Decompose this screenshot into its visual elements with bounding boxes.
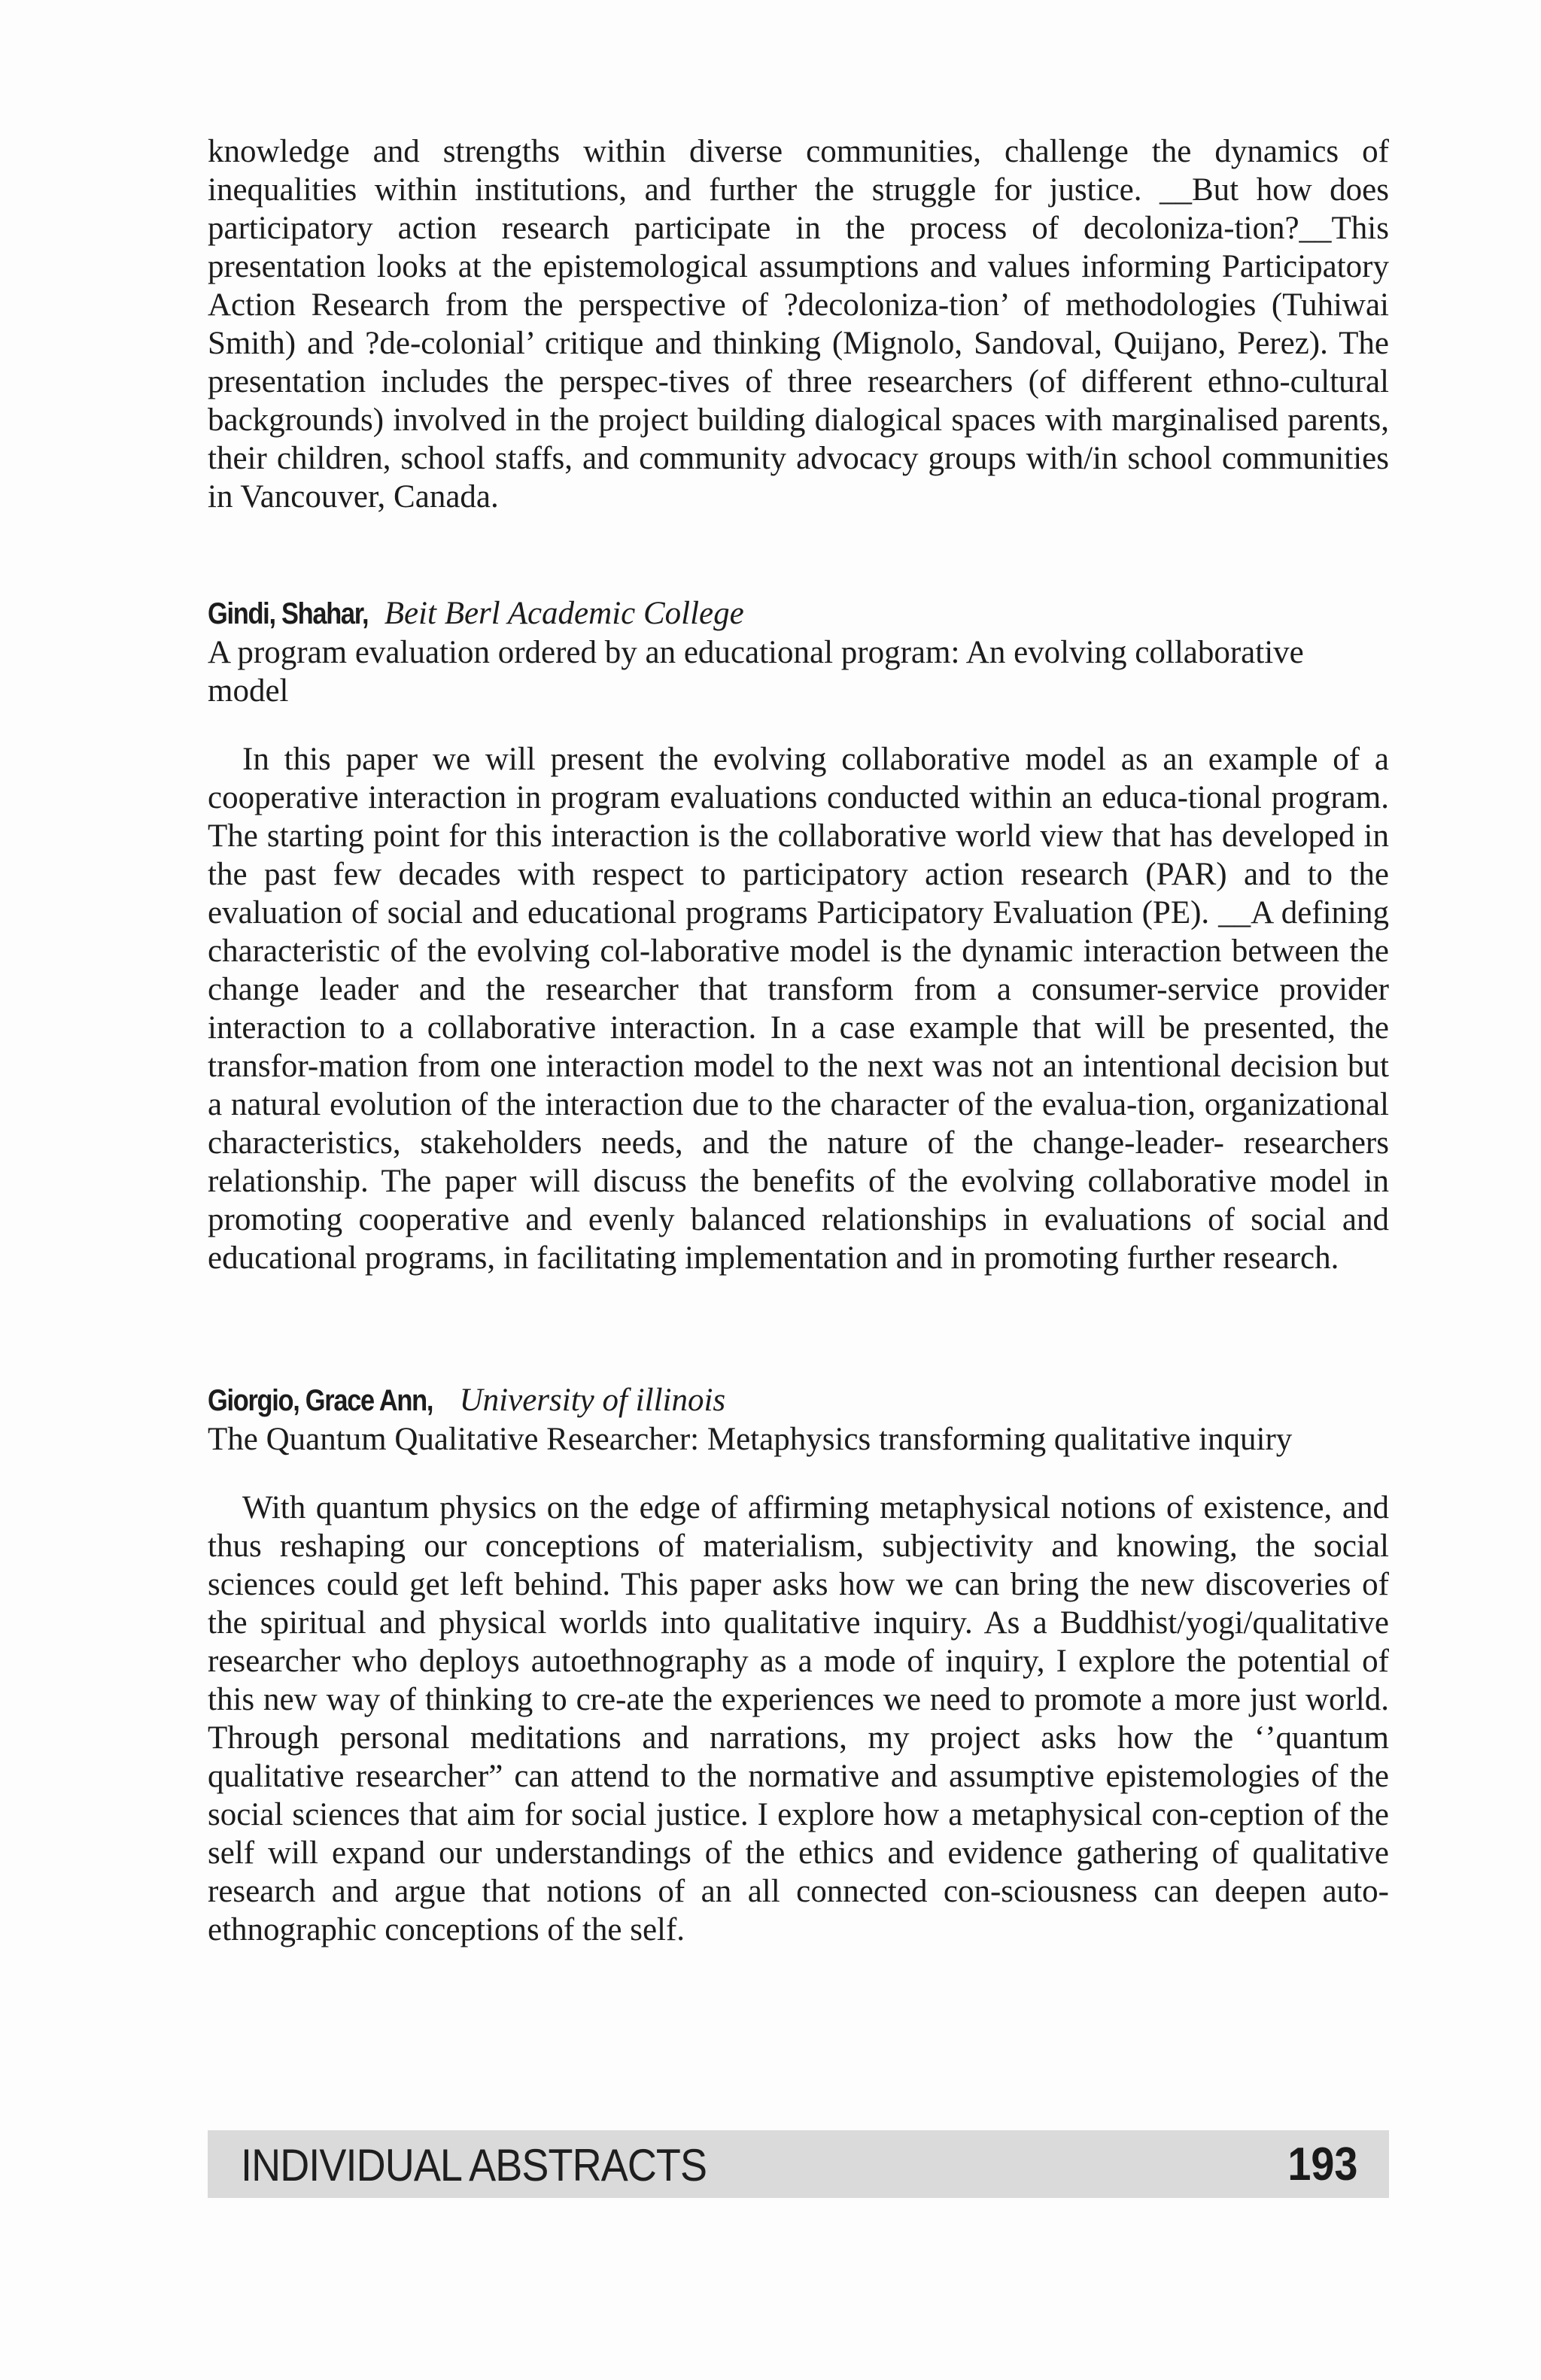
author-affiliation: University of illinois [459,1383,726,1418]
author-name: Giorgio, Grace Ann, [208,1384,433,1417]
abstract-entry-giorgio [208,1381,1389,1949]
abstract-text: In this paper we will present the evolving collaborative model as an example of a cooperative interaction in program evaluations conducted within an educa-tional program. The starting point for this interaction is the collaborative world view that has developed in the past few decades with respect to participatory action research (PAR) and to the evaluation of social and educational programs Participatory Evaluation (PE). __A defining characteristic of the evolving col-laborative model is the dynamic interaction between the change leader and the researcher that transform from a consumer-service provider interaction to a collaborative interaction. In a case example that will be presented, the transfor-mation from one interaction model to the next was not an intentional decision but a natural evolution of the interaction due to the character of the evalua-tion, organizational characteristics, stakeholders needs, and the nature of the change-leader- researchers relationship. The paper will discuss the benefits of the evolving collaborative model in promoting cooperative and evenly balanced relationships in evaluations of social and educational programs, in facilitating implementation and in promoting further research. [208,742,1389,1276]
paper-title: The Quantum Qualitative Researcher: Metaphysics transforming qualitative inquiry [208,1422,1293,1457]
paper-title: A program evaluation ordered by an educational program: An evolving collaborative model [208,635,1304,709]
author-line [208,1381,1389,1420]
section-label: INDIVIDUAL ABSTRACTS [241,2140,707,2190]
continued-abstract [208,132,1389,516]
abstract-text: With quantum physics on the edge of affirming metaphysical notions of existence, and thus reshaping our conceptions of materialism, subjectivity and knowing, the social sciences could get left behind. This paper asks how we can bring the new discoveries of the spiritual and physical worlds into qualitative inquiry. As a Buddhist/yogi/qualitative researcher who deploys autoethnography as a mode of inquiry, I explore the potential of this new way of thinking to cre-ate the experiences we need to promote a more just world. Through personal meditations and narrations, my project asks how the ‘’quantum qualitative researcher” can attend to the normative and assumptive epistemologies of the social sciences that aim for social justice. I explore how a metaphysical con-ception of the self will expand our understandings of the ethics and evidence gathering of qualitative research and argue that notions of an all connected con-sciousness can deepen auto-ethnographic conceptions of the self. [208,1490,1389,1947]
page-number: 193 [1287,2139,1357,2190]
abstract-entry-gindi [208,594,1389,1277]
author-affiliation: Beit Berl Academic College [384,596,744,631]
author-name: Gindi, Shahar, [208,597,369,630]
author-line [208,594,1389,633]
continued-abstract-text: knowledge and strengths within diverse communities, challenge the dynamics of inequalities within institutions, and further the struggle for justice. __But how does participatory action research participate in the process of decoloniza-tion?__This presentation looks at the epistemological assumptions and values informing Participatory Action Research from the perspective of ?decoloniza-tion’ of methodologies (Tuhiwai Smith) and ?de-colonial’ critique and thinking (Mignolo, Sandoval, Quijano, Perez). The presentation includes the perspec-tives of three researchers (of different ethno-cultural backgrounds) involved in the project building dialogical spaces with marginalised parents, their children, school staffs, and community advocacy groups with/in school communities in Vancouver, Canada. [208,134,1389,515]
running-footer [208,2130,1389,2198]
